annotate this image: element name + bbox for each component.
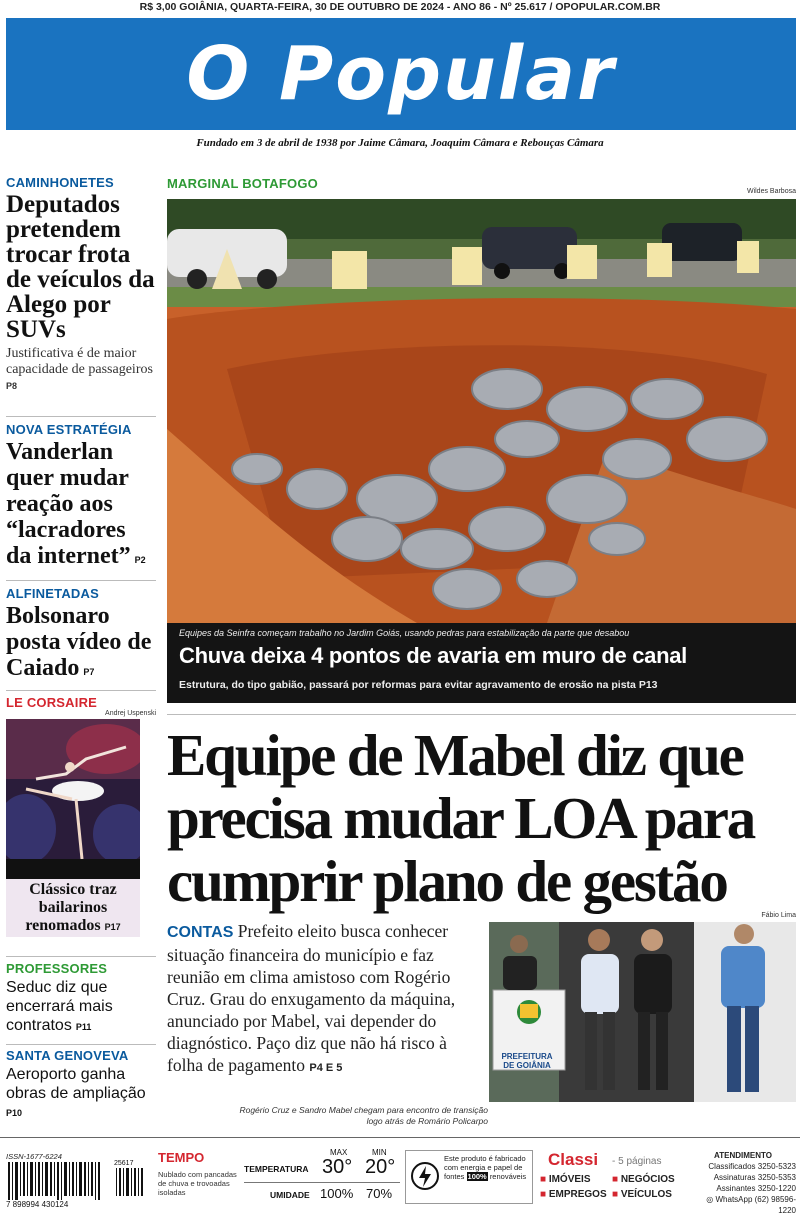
story-kicker: CONTAS (167, 924, 234, 941)
barcode-number: 7 898994 430124 (6, 1200, 69, 1209)
tempo-title: TEMPO (158, 1150, 205, 1165)
page-ref: P17 (104, 922, 121, 932)
temp-min: 20° (365, 1156, 396, 1178)
divider (6, 416, 156, 417)
divider (167, 714, 796, 715)
eco-pct: 100% (467, 1172, 487, 1181)
barcode-issue: 25617 (114, 1160, 134, 1167)
newspaper-logo: O Popular (186, 31, 616, 117)
eco-box (405, 1150, 533, 1204)
page-ref: P7 (83, 667, 95, 677)
divider (6, 1044, 156, 1045)
sidebar-story-6[interactable] (6, 1048, 156, 1121)
story-kicker: ALFINETADAS (6, 586, 99, 601)
classi-item-empregos[interactable]: EMPREGOS (548, 1189, 607, 1200)
humidity-label: UMIDADE (270, 1190, 310, 1200)
story-headline: Vanderlan quer mudar reação aos “lacradores da internet” (6, 439, 131, 569)
photo-credit: Wildes Barbosa (746, 188, 796, 195)
sign-text: PREFEITURA DE GOIÂNIA (501, 1052, 553, 1070)
page-ref: P4 E 5 (309, 1062, 343, 1074)
founded-line: Fundado em 3 de abril de 1938 por Jaime Câmara, Joaquim Câmara e Rebouças Câmara (196, 137, 604, 149)
story-headline: Aeroporto ganha obras de ampliação (6, 1066, 146, 1102)
sidebar-story-5[interactable] (6, 961, 156, 1035)
atendimento-line: Classificados 3250-5323 (708, 1162, 796, 1171)
eco-text: Este produto é fabricado com energia e papel de fontes (444, 1154, 526, 1181)
footer: ISSN-1677-6224 7 898994 430124 25617 TEMPO Nublado com pancadas de chuva e trovoadas isoladas MAX MIN TEMPERATURA 30° 20° UMIDADE 100% 70% Este produto é fabricado com energia e papel de fontes 100% renováveis Classi - 5 páginas ■ IMÓVEIS ■ NEGÓCIOS ■ EMPREGOS ■ VEÍCULOS ATENDIMENTO Classificados 3250-5323 Assinaturas 3250-5353 Assinantes 3250-1220 ◎ WhatsApp (62) 98596-1220 (6, 1148, 796, 1215)
divider (6, 580, 156, 581)
sidebar-story-2[interactable] (6, 422, 156, 569)
atendimento-title: ATENDIMENTO (714, 1151, 772, 1160)
sidebar-story-3[interactable] (6, 586, 156, 681)
divider (0, 1137, 800, 1138)
story-headline: Deputados pretendem trocar frota de veículos da Alego por SUVs (6, 191, 155, 343)
photo-caption: Equipes da Seinfra começam trabalho no Jardim Goiás, usando pedras para estabilização da parte que desabou (179, 628, 630, 638)
story-kicker: LE CORSAIRE (6, 695, 98, 710)
eco-tail: renováveis (489, 1172, 527, 1181)
feature-kicker: MARGINAL BOTAFOGO (167, 176, 318, 191)
photo-caption: Clássico traz bailarinos renomados (25, 881, 117, 934)
classi-item-negocios[interactable]: NEGÓCIOS (620, 1174, 675, 1185)
photo-credit: Andrej Uspenski (105, 710, 156, 717)
ballet-photo (6, 719, 140, 879)
photo-caption: Rogério Cruz e Sandro Mabel chegam para encontro de transição logo atrás de Romário Policarpo (239, 1105, 488, 1126)
story-kicker: CAMINHONETES (6, 175, 114, 190)
atendimento-line: Assinaturas 3250-5353 (713, 1173, 796, 1182)
feature-photo[interactable] (167, 199, 796, 623)
energy-icon (410, 1161, 440, 1191)
page-ref: P13 (638, 679, 658, 691)
sidebar-story-4[interactable] (6, 695, 156, 937)
page-ref: P10 (6, 1108, 23, 1118)
masthead-topline: R$ 3,00 GOIÂNIA, QUARTA-FEIRA, 30 DE OUTUBRO DE 2024 - ANO 86 - Nº 25.617 / OPOPULAR.COM.BR (139, 1, 661, 13)
story-kicker: PROFESSORES (6, 961, 108, 976)
temperature-label: TEMPERATURA (244, 1164, 309, 1174)
feature-subhead: Estrutura, do tipo gabião, passará por reformas para evitar agravamento de erosão na pista (179, 679, 636, 691)
story-headline: Bolsonaro posta vídeo de Caiado (6, 603, 152, 681)
story-kicker: SANTA GENOVEVA (6, 1048, 129, 1063)
divider (6, 690, 156, 691)
page-ref: P8 (6, 381, 18, 391)
story-text: Prefeito eleito busca conhecer situação financeira do município e faz reunião em clima amistoso com Rogério Cruz. Grau do enxugamento da máquina, anunciado por Mabel, vai depender do diagnóstico. Paço diz que não há risco à folha de pagamento (167, 921, 456, 1075)
story-headline: Seduc diz que encerrará mais contratos (6, 979, 113, 1034)
humidity-max: 100% (320, 1186, 354, 1201)
divider (6, 956, 156, 957)
story-kicker: NOVA ESTRATÉGIA (6, 422, 132, 437)
story-summary: Justificativa é de maior capacidade de passageiros (6, 346, 153, 377)
feature-headline[interactable]: Chuva deixa 4 pontos de avaria em muro de canal (179, 643, 687, 668)
classi-pages: - 5 páginas (612, 1156, 662, 1167)
atendimento-box (690, 1150, 796, 1216)
main-headline[interactable]: Equipe de Mabel diz que precisa mudar LOA para cumprir plano de gestão (167, 722, 755, 914)
sidebar-story-1[interactable] (6, 175, 156, 394)
atendimento-line: WhatsApp (62) 98596-1220 (715, 1195, 796, 1215)
atendimento-line: Assinantes 3250-1220 (716, 1184, 796, 1193)
max-label: MAX (330, 1148, 348, 1157)
page-ref: P11 (75, 1022, 92, 1032)
photo-credit: Fábio Lima (761, 912, 796, 919)
whatsapp-icon: ◎ (706, 1195, 714, 1204)
page-ref: P2 (134, 555, 146, 565)
masthead-banner (6, 18, 796, 130)
feature-caption-bar (167, 623, 796, 703)
main-photo[interactable] (489, 922, 796, 1102)
min-label: MIN (372, 1148, 387, 1157)
temp-max: 30° (322, 1156, 353, 1178)
issn-label: ISSN-1677-6224 (6, 1152, 62, 1161)
tempo-desc: Nublado com pancadas de chuva e trovoadas isoladas (158, 1170, 237, 1197)
classi-item-imoveis[interactable]: IMÓVEIS (548, 1174, 591, 1185)
classi-title[interactable]: Classi (548, 1150, 599, 1169)
classi-item-veiculos[interactable]: VEÍCULOS (620, 1189, 672, 1200)
humidity-min: 70% (366, 1186, 393, 1201)
main-story-body (167, 920, 479, 1079)
